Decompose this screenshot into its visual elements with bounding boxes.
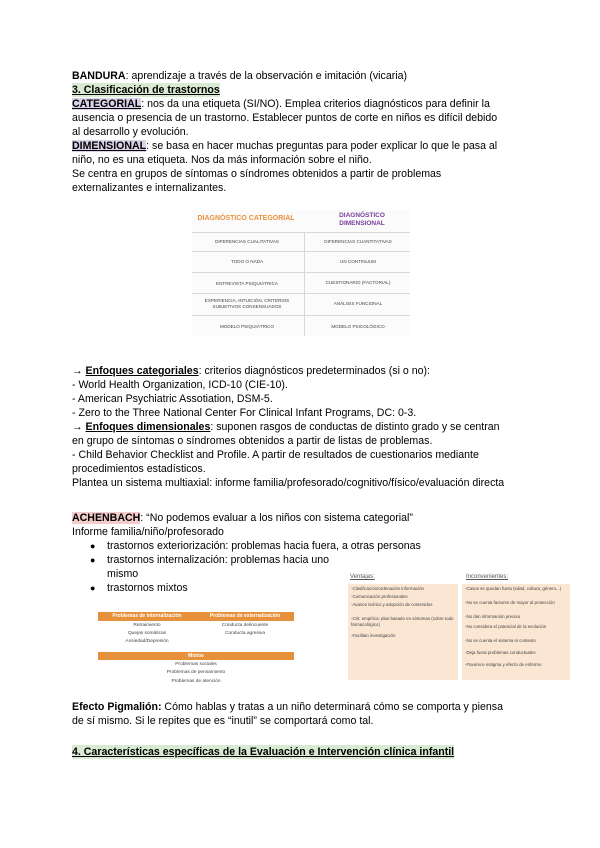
table-cell: Problemas sociales [175, 662, 217, 667]
enfoques-categoriales-text: : criterios diagnósticos predeterminados (si o no): [198, 365, 430, 377]
diagnostic-comparison-table [192, 210, 410, 336]
pros-item: -Avance teórico y adopción de contenidos [351, 602, 433, 607]
dimensional-term: DIMENSIONAL [72, 140, 147, 152]
bullet-item [90, 553, 329, 567]
externalization-header: Problemas de externalización [196, 612, 294, 621]
cons-item: -No se cuenta el sistema ni contexto [465, 638, 536, 643]
table-cell: EXPERIENCIA, INTUICIÓN, CRITERIOS SUBJETIVOS CONSENSUADOS [204, 298, 290, 309]
pros-panel [348, 584, 458, 680]
section-3-heading: 3. Clasificación de trastornos [72, 84, 220, 96]
list-item: procedimientos estadísticos. [72, 463, 206, 475]
enfoques-categoriales-line [72, 364, 430, 378]
table-cell: Quejas somáticas [127, 631, 167, 636]
arrow-icon: → [72, 421, 86, 433]
cons-item: -Deja fuera problemas conductuales [465, 650, 536, 655]
categorial-line-3: al desarrollo y evolución. [72, 126, 189, 138]
bullet-item [90, 539, 421, 553]
bullet-text: trastornos exteriorización: problemas hacia fuera, a otras personas [107, 540, 421, 552]
achenbach-line-2: Informe familia/niño/profesorado [72, 526, 224, 538]
internalization-header: Problemas de internalización [98, 612, 196, 621]
categorial-text-1: : nos da una etiqueta (SI/NO). Emplea criterios diagnósticos para definir la [141, 98, 490, 110]
bullet-icon: ● [90, 555, 96, 565]
cons-panel [462, 584, 570, 680]
cons-item: -No se cuenta factores de mayor al protección [465, 600, 555, 605]
list-item: Plantea un sistema multiaxial: informe familia/profesorado/cognitivo/físico/evaluación directa [72, 477, 505, 489]
bandura-line [72, 69, 407, 83]
list-item: - World Health Organization, ICD-10 (CIE-10). [72, 379, 288, 391]
table-row [192, 232, 410, 252]
table-row [192, 251, 410, 273]
dimensional-line-4: externalizantes e internalizantes. [72, 182, 227, 194]
bullet-continuation: mismo [107, 568, 139, 580]
bullet-icon: ● [90, 541, 96, 551]
table-cell: ENTREVISTA PSIQUIÁTRICA [216, 281, 278, 286]
pigmalion-line [72, 700, 503, 714]
bullet-icon: ● [90, 583, 96, 593]
pigmalion-line-2: de sí mismo. Si le repites que es “inutil” se comportará como tal. [72, 715, 374, 727]
pros-item: -Crit. empírica: plan basado en síntomas (sobre todo farmacológico) [351, 616, 454, 627]
table-cell: DIFERENCIAS CUALITATIVAS [215, 239, 279, 244]
problems-table-image [98, 612, 294, 688]
table-cell: Conducta delincuente [221, 623, 269, 628]
pros-cons-image [348, 574, 570, 680]
pros-label: Ventajas: [350, 574, 375, 580]
bullet-item [90, 581, 188, 595]
enfoques-dimensionales-term: Enfoques dimensionales [85, 421, 211, 433]
table-cell: Problemas de pensamiento [166, 670, 226, 675]
cons-item: -No dan información precisa [465, 614, 520, 619]
table-cell: TODO O NADA [230, 259, 264, 264]
table-cell: Ansiedad/Depresión [125, 639, 169, 644]
table-row [192, 293, 410, 316]
arrow-icon: → [72, 365, 86, 377]
dimensional-line-2: niño, no es una etiqueta. Nos da más información sobre el niño. [72, 154, 372, 166]
bandura-text: : aprendizaje a través de la observación e imitación (vicaria) [125, 70, 408, 82]
dimensional-line-1 [72, 139, 497, 153]
bullet-text: trastornos mixtos [107, 582, 188, 594]
table-cell: UN CONTINUUM [340, 259, 376, 264]
mixed-header: Mixtos [98, 652, 294, 660]
table-row [192, 315, 410, 337]
enfoques-dimensionales-line-2: en grupo de síntomas o síndromes obtenidos a partir de listas de problemas. [72, 435, 433, 447]
pros-item: -Comunicación profesionales [351, 594, 408, 599]
enfoques-dimensionales-line [72, 420, 500, 434]
table-cell: Conducta agresiva [225, 631, 265, 636]
cons-item: -Favorece estigma y efecto de enfermo [465, 662, 542, 667]
bandura-term: BANDURA [72, 70, 126, 82]
dimensional-text-1: : se basa en hacer muchas preguntas para poder explicar lo que le pasa al [146, 140, 498, 152]
table-cell: CUESTIONARIO (FACTORIAL) [325, 280, 391, 285]
pros-item: -Facilitan investigación [351, 633, 396, 638]
enfoques-dimensionales-text: : suponen rasgos de conductas de distinto grado y se centran [210, 421, 500, 433]
table-cell: DIFERENCIAS CUANTITATIVAS [324, 239, 392, 244]
table-cell: Problemas de atención [171, 679, 221, 684]
achenbach-line [72, 511, 413, 525]
pigmalion-text: Cómo hablas y tratas a un niño determinará cómo se comporta y piensa [161, 701, 503, 713]
list-item: - Child Behavior Checklist and Profile. A partir de resultados de cuestionarios mediante [72, 449, 479, 461]
cons-item: -No considera el potencial de la evolución [465, 624, 547, 629]
cons-item: -Casos se quedan fuera (edad, cultura, género...) [465, 586, 562, 591]
table-cell: MODELO PSIQUIÁTRICO [219, 324, 275, 329]
table-row [192, 272, 410, 294]
table-cell: ANÁLISIS FUNCIONAL [333, 301, 383, 306]
achenbach-term: ACHENBACH [72, 512, 141, 524]
list-item: - American Psychiatric Assotiation, DSM-5. [72, 393, 273, 405]
header-dimensional: DIAGNÓSTICO DIMENSIONAL [339, 212, 385, 227]
section-4-heading: 4. Características específicas de la Evaluación e Intervención clínica infantil [72, 746, 455, 758]
dimensional-line-3: Se centra en grupos de síntomas o síndromes obtenidos a partir de problemas [72, 168, 442, 180]
achenbach-text: : “No podemos evaluar a los niños con sistema categorial” [140, 512, 413, 524]
pros-item: -Clasificación/ordenación información [351, 586, 424, 591]
header-categorial: DIAGNÓSTICO CATEGORIAL [197, 215, 295, 222]
bullet-text: trastornos internalización: problemas hacia uno [107, 554, 330, 566]
categorial-line-1 [72, 97, 490, 111]
table-cell: MODELO PSICOLÓGICO [331, 324, 385, 329]
categorial-term: CATEGORIAL [72, 98, 142, 110]
categorial-line-2: ausencia o presencia de un trastorno. Establecer puntos de corte en niños es difícil debido [72, 112, 498, 124]
cons-label: Inconvenientes: [466, 574, 509, 580]
pigmalion-term: Efecto Pigmalión: [72, 701, 162, 713]
table-cell: Retraimiento [133, 623, 161, 628]
enfoques-categoriales-term: Enfoques categoriales [85, 365, 199, 377]
list-item: - Zero to the Three National Center For Clinical Infant Programs, DC: 0-3. [72, 407, 417, 419]
